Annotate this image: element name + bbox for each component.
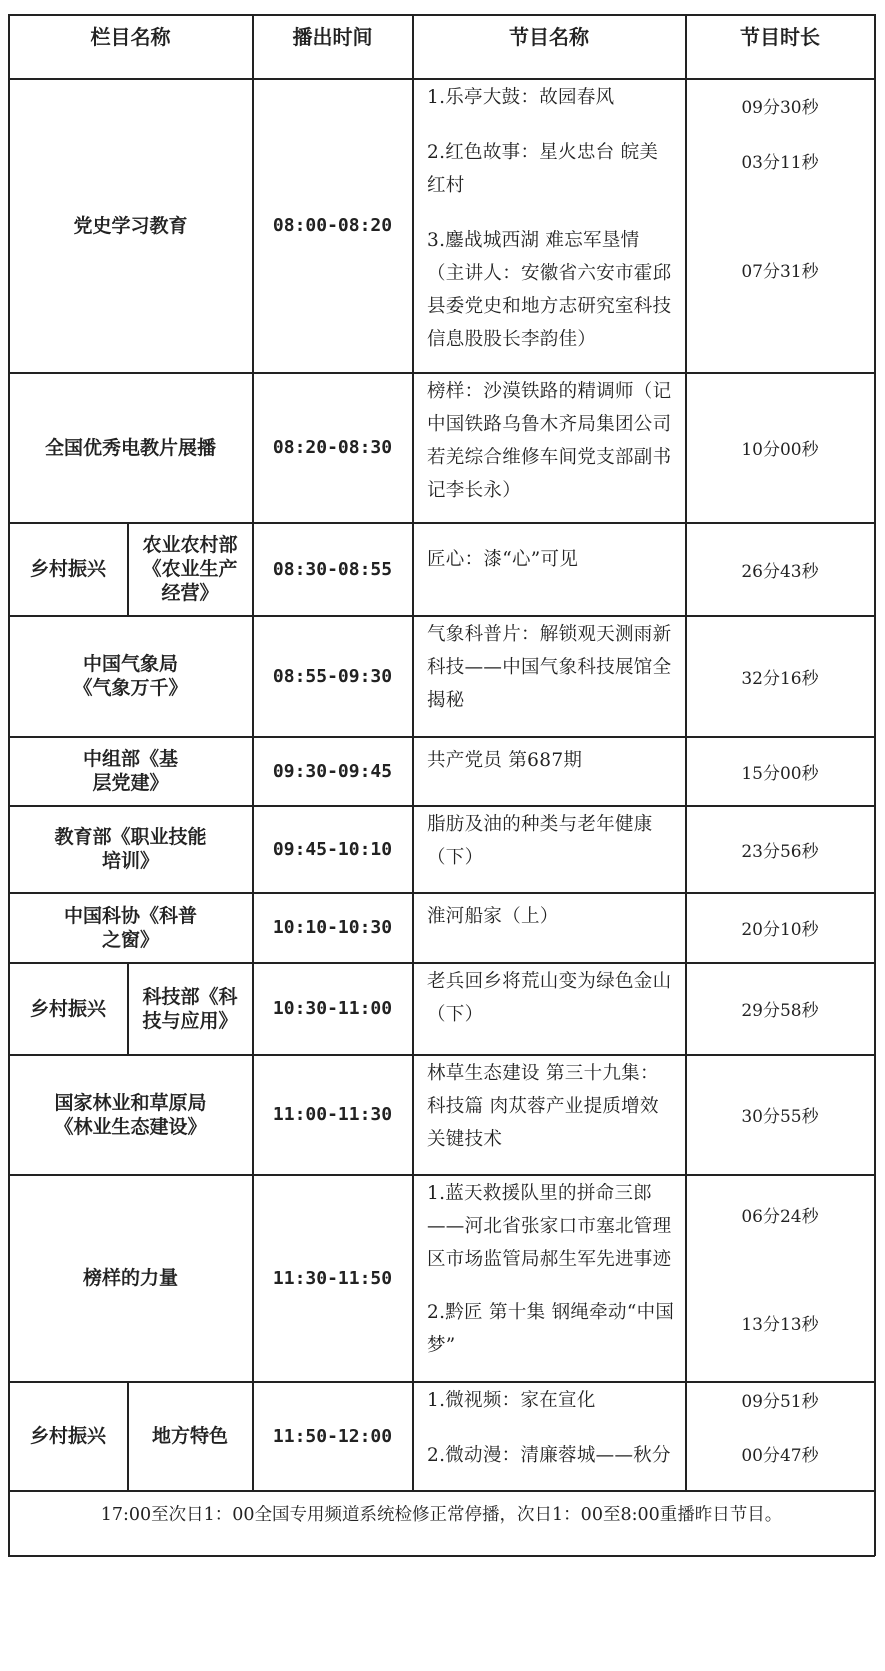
duration: 10分00秒 bbox=[741, 440, 819, 460]
schedule-note: 17:00至次日1：00全国专用频道系统检修正常停播，次日1：00至8:00重播昨日节目。 bbox=[100, 1504, 783, 1525]
program-item: 3.鏖战城西湖 难忘军垦情（主讲人：安徽省六安市霍邱县委党史和地方志研究室科技信息股股长李韵佳） bbox=[427, 230, 672, 350]
program-item: 共产党员 第687期 bbox=[427, 750, 583, 771]
row-8-programs bbox=[413, 963, 685, 1054]
row-4-time: 08:55-09:30 bbox=[272, 665, 393, 687]
program-item: 脂肪及油的种类与老年健康（下） bbox=[427, 814, 653, 868]
row-7-programs bbox=[413, 893, 685, 962]
header-duration: 节目时长 bbox=[740, 24, 820, 49]
row-2-time: 08:20-08:30 bbox=[272, 437, 393, 458]
row-7-column: 中国科协《科普之窗》 bbox=[64, 904, 198, 951]
row-10-time: 11:30-11:50 bbox=[272, 1267, 393, 1289]
duration: 15分00秒 bbox=[741, 763, 819, 784]
row-11-column: 乡村振兴 bbox=[29, 1425, 106, 1447]
row-3-time: 08:30-08:55 bbox=[272, 558, 393, 580]
row-2-programs bbox=[413, 373, 685, 522]
row-6-programs bbox=[413, 806, 685, 892]
row-8-subcolumn: 科技部《科技与应用》 bbox=[142, 985, 238, 1032]
duration: 26分43秒 bbox=[741, 561, 819, 582]
row-4-programs bbox=[413, 616, 685, 736]
row-10-programs bbox=[413, 1175, 685, 1381]
header-air-time: 播出时间 bbox=[292, 24, 373, 49]
row-1-column: 党史学习教育 bbox=[73, 214, 188, 237]
row-3-programs bbox=[413, 523, 685, 615]
duration: 03分11秒 bbox=[741, 152, 819, 173]
program-item: 淮河船家（上） bbox=[427, 906, 559, 927]
row-9-column: 国家林业和草原局《林业生态建设》 bbox=[54, 1091, 207, 1138]
row-5-programs bbox=[413, 737, 685, 805]
duration: 09分30秒 bbox=[741, 97, 819, 118]
row-6-column: 教育部《职业技能培训》 bbox=[54, 826, 207, 872]
program-item: 2.微动漫：清廉蓉城——秋分 bbox=[427, 1445, 671, 1466]
row-8-column: 乡村振兴 bbox=[29, 997, 106, 1020]
row-2-column: 全国优秀电教片展播 bbox=[44, 436, 216, 459]
duration: 09分51秒 bbox=[741, 1391, 819, 1412]
row-5-time: 09:30-09:45 bbox=[272, 760, 393, 782]
program-item: 1.微视频：家在宣化 bbox=[427, 1390, 596, 1411]
program-item: 匠心：漆“心”可见 bbox=[427, 549, 579, 570]
row-3-subcolumn: 农业农村部《农业生产经营》 bbox=[142, 534, 238, 604]
row-8-time: 10:30-11:00 bbox=[272, 998, 393, 1019]
row-3-column: 乡村振兴 bbox=[29, 558, 106, 580]
duration: 20分10秒 bbox=[741, 920, 819, 940]
duration: 06分24秒 bbox=[741, 1206, 819, 1227]
row-10-column: 榜样的力量 bbox=[82, 1267, 178, 1289]
row-6-time: 09:45-10:10 bbox=[272, 838, 393, 860]
program-item: 1.蓝天救援队里的拼命三郎——河北省张家口市塞北管理区市场监管局郝生军先进事迹 bbox=[427, 1183, 672, 1270]
row-4-column: 中国气象局《气象万千》 bbox=[73, 653, 188, 699]
program-item: 2.红色故事：星火忠台 皖美红村 bbox=[427, 142, 659, 196]
program-item: 2.黔匠 第十集 钢绳牵动“中国梦” bbox=[427, 1302, 675, 1356]
row-1-time: 08:00-08:20 bbox=[272, 215, 393, 236]
program-item: 气象科普片：解锁观天测雨新科技——中国气象科技展馆全揭秘 bbox=[427, 624, 672, 711]
program-item: 1.乐亭大鼓：故园春风 bbox=[427, 87, 615, 108]
row-9-programs bbox=[413, 1055, 685, 1174]
header-column-name: 栏目名称 bbox=[90, 24, 171, 49]
row-9-time: 11:00-11:30 bbox=[272, 1104, 393, 1125]
row-11-time: 11:50-12:00 bbox=[272, 1425, 393, 1447]
duration: 07分31秒 bbox=[741, 261, 819, 282]
row-11-subcolumn: 地方特色 bbox=[151, 1425, 228, 1447]
program-item: 林草生态建设 第三十九集：科技篇 肉苁蓉产业提质增效关键技术 bbox=[427, 1063, 659, 1150]
duration: 00分47秒 bbox=[741, 1445, 819, 1466]
duration: 23分56秒 bbox=[741, 841, 819, 862]
row-5-column: 中组部《基层党建》 bbox=[82, 748, 178, 794]
row-11-programs bbox=[413, 1382, 685, 1490]
program-item: 老兵回乡将荒山变为绿色金山（下） bbox=[427, 971, 672, 1025]
duration: 32分16秒 bbox=[741, 668, 819, 689]
program-item: 榜样：沙漠铁路的精调师（记中国铁路乌鲁木齐局集团公司若羌综合维修车间党支部副书记李长永） bbox=[427, 381, 672, 501]
duration: 30分55秒 bbox=[741, 1107, 819, 1127]
header-program-name: 节目名称 bbox=[509, 24, 589, 49]
duration: 29分58秒 bbox=[741, 1001, 819, 1021]
row-7-time: 10:10-10:30 bbox=[272, 917, 393, 938]
row-1-programs bbox=[413, 79, 685, 372]
duration: 13分13秒 bbox=[741, 1314, 819, 1335]
